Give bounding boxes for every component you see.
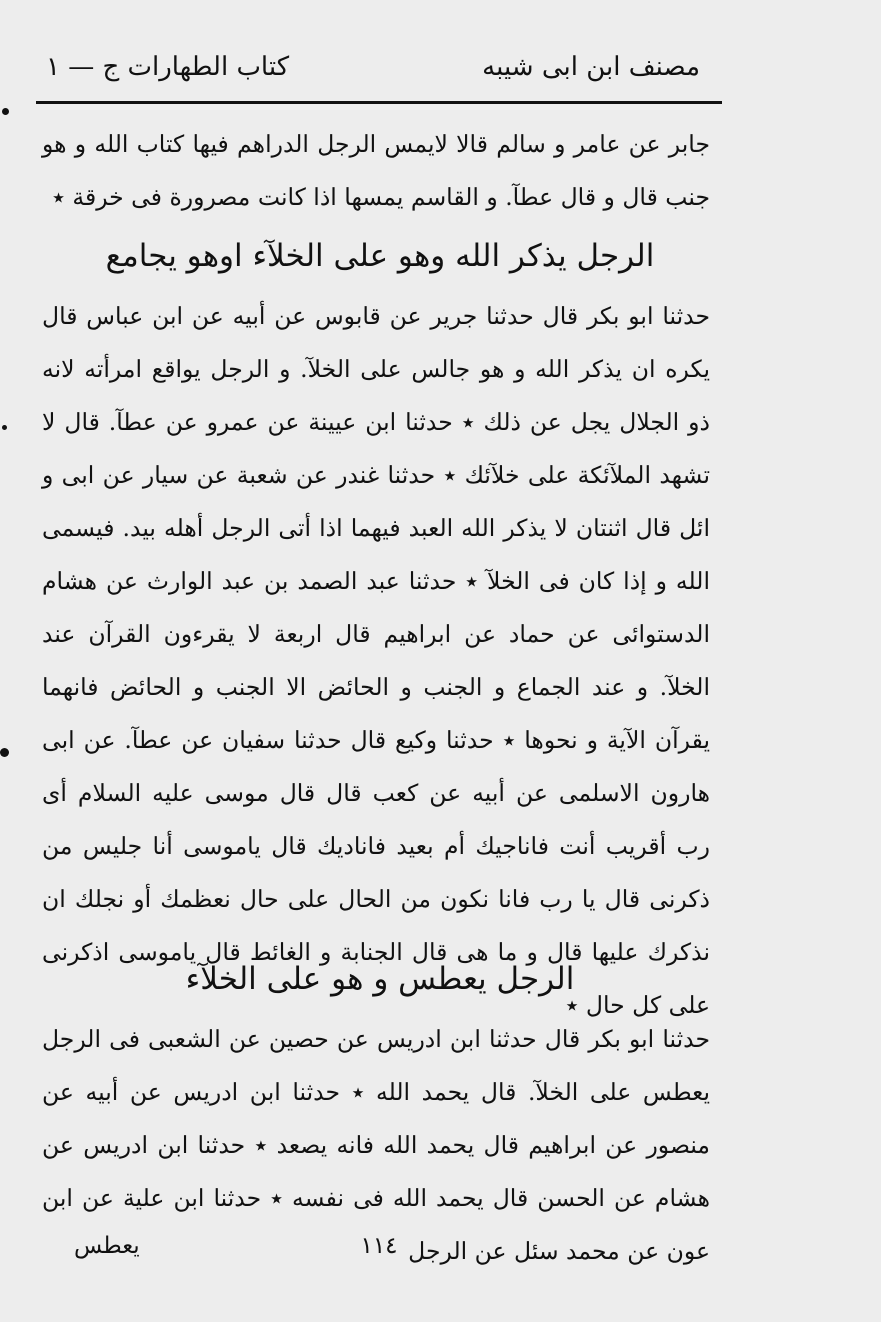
margin-ink-mark: [0, 748, 9, 757]
margin-ink-mark: [2, 425, 7, 430]
header-rule: [36, 101, 722, 104]
intro-paragraph: جابر عن عامر و سالم قالا لايمس الرجل الدراهم فيها كتاب الله و هو جنب قال و قال عطآ. و القاسم يمسها اذا كانت مصرورة فى خرقة ٭: [42, 130, 710, 211]
page-footer: [36, 1233, 722, 1273]
catchword: يعطس: [74, 1233, 140, 1259]
book-title: مصنف ابن ابى شيبه: [482, 52, 700, 82]
page-header: [36, 52, 722, 98]
margin-ink-mark: [2, 108, 9, 115]
section-heading-sneeze: الرجل يعطس و هو على الخلآء: [185, 961, 575, 997]
section-body-sneeze: حدثنا ابو بكر قال حدثنا ابن ادريس عن حصين عن الشعبى فى الرجل يعطس على الخلآ. قال يحمد الله ٭ حدثنا ابن ادريس عن أبيه عن منصور عن ابراهيم قال يحمد الله فانه يصعد ٭ حدثنا ابن ادريس عن هشام عن الحسن قال يحمد الله فى نفسه ٭ حدثنا ابن علية عن ابن عون عن محمد سئل عن الرجل: [42, 1025, 710, 1265]
section-body-dhikr: حدثنا ابو بكر قال حدثنا جرير عن قابوس عن أبيه عن ابن عباس قال يكره ان يذكر الله و هو جالس على الخلآ. و الرجل يواقع امرأته لانه ذو الجلال يجل عن ذلك ٭ حدثنا ابن عيينة عن عمرو عن عطآ. قال لا تشهد الملآئكة على خلآئك ٭ حدثنا غندر عن شعبة عن سيار عن ابى و ائل قال اثنتان لا يذكر الله العبد فيهما اذا أتى الرجل أهله بيد. فيسمى الله و إذا كان فى الخلآ ٭ حدثنا عبد الصمد بن عبد الوارث عن هشام الدستوائى عن حماد عن ابراهيم قال اربعة لا يقرءون القرآن عند الخلآ. و عند الجماع و الجنب و الحائض الا الجنب و الحائض فانهما يقرآن الآية و نحوها ٭ حدثنا وكيع قال حدثنا سفيان عن عطآ. عن ابى هارون الاسلمى عن أبيه عن كعب قال قال موسى عليه السلام أى رب أقريب أنت فاناجيك أم بعيد فاناديك قال ياموسى أنا جليس من ذكرنى قال يا رب فانا نكون من الحال على حال نعظمك أو نجلك ان نذكرك عليها قال و ما هى قال الجنابة و الغائط قال ياموسى اذكرنى على كل حال ٭: [42, 302, 710, 1019]
section-heading-dhikr: الرجل يذكر الله وهو على الخلآء اوهو يجامع: [105, 238, 655, 274]
page-number: ١١٤: [360, 1233, 398, 1259]
chapter-title: كتاب الطهارات ج — ١: [46, 52, 290, 82]
